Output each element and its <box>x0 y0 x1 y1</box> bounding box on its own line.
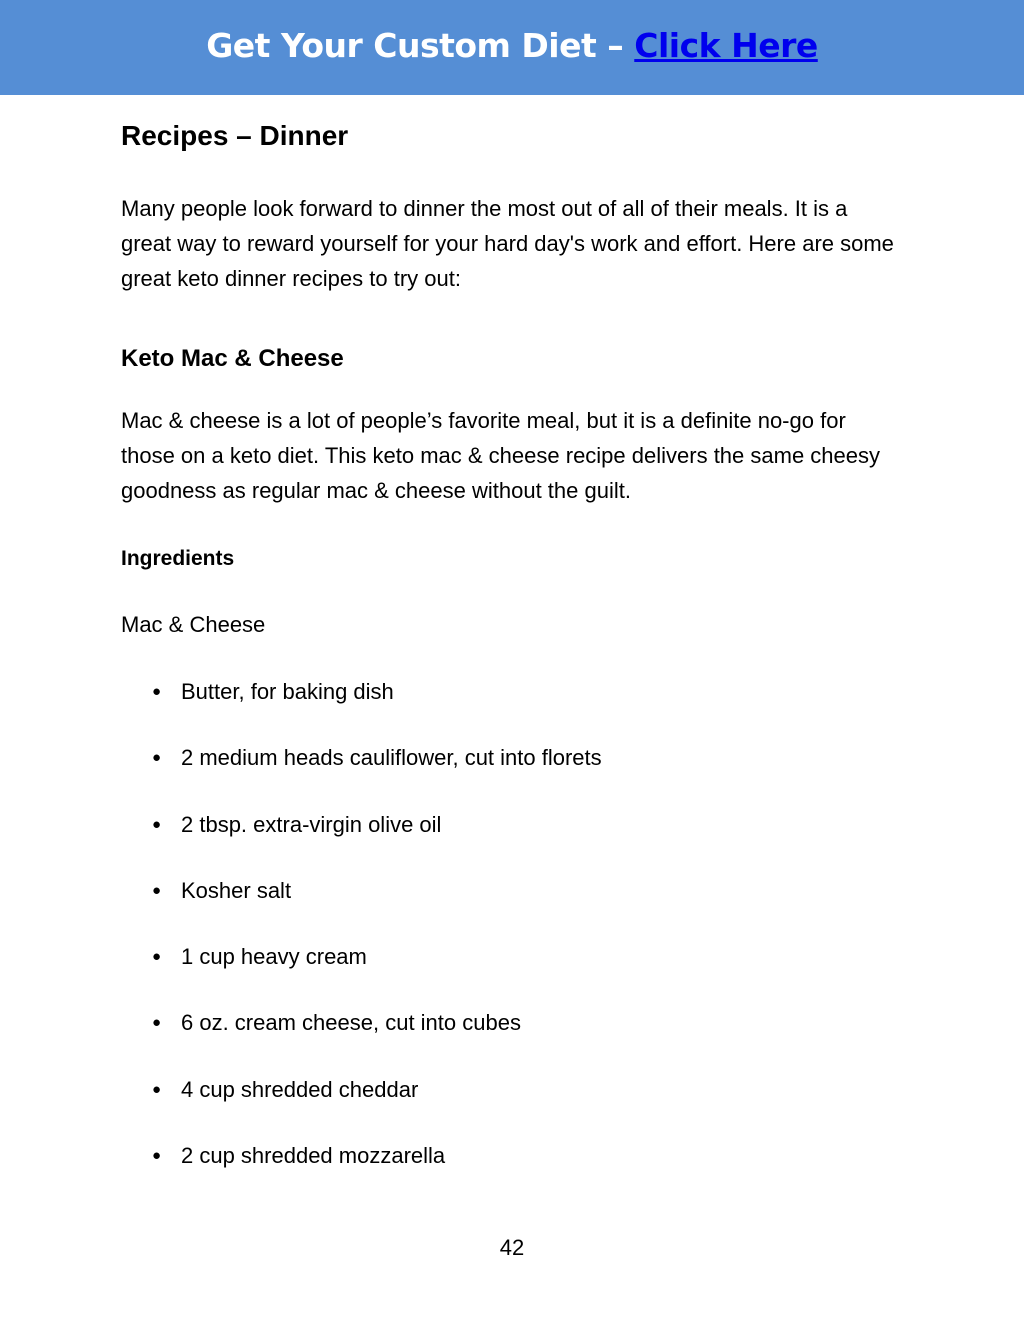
ingredient-text: 2 tbsp. extra-virgin olive oil <box>181 811 442 837</box>
ingredient-text: 2 cup shredded mozzarella <box>181 1143 446 1169</box>
page-title: Recipes – Dinner <box>121 120 349 151</box>
ingredient-text: 2 medium heads cauliflower, cut into florets <box>181 745 602 771</box>
promo-banner-text <box>206 26 818 65</box>
bullet-icon: ● <box>152 749 162 767</box>
promo-banner-label: Get Your Custom Diet – <box>206 26 635 65</box>
bullet-icon: ● <box>152 815 162 833</box>
ingredients-heading: Ingredients <box>121 547 235 570</box>
page-number: 42 <box>499 1235 525 1260</box>
ingredients-subheading: Mac & Cheese <box>121 612 266 637</box>
bullet-icon: ● <box>152 1080 162 1098</box>
promo-banner <box>0 0 1024 95</box>
bullet-icon: ● <box>152 1147 162 1165</box>
click-here-link[interactable]: Click Here <box>634 26 818 65</box>
ingredient-text: 1 cup heavy cream <box>181 944 367 970</box>
bullet-icon: ● <box>152 881 162 899</box>
intro-paragraph: Many people look forward to dinner the most out of all of their meals. It is a great way to reward yourself for your hard day's work and effort. Here are some great keto dinner recipes to try out: <box>121 196 894 291</box>
recipe-description: Mac & cheese is a lot of people’s favorite meal, but it is a definite no-go for those on a keto diet. This keto mac & cheese recipe delivers the same cheesy goodness as regular mac & cheese without the guilt. <box>121 408 880 503</box>
ingredient-text: Kosher salt <box>181 877 292 903</box>
recipe-title: Keto Mac & Cheese <box>121 345 344 372</box>
ingredient-text: 6 oz. cream cheese, cut into cubes <box>181 1010 521 1036</box>
ingredient-text: 4 cup shredded cheddar <box>181 1076 419 1102</box>
bullet-icon: ● <box>152 683 162 700</box>
bullet-icon: ● <box>152 1014 162 1032</box>
bullet-icon: ● <box>152 948 162 966</box>
ingredient-text: Butter, for baking dish <box>181 679 394 704</box>
